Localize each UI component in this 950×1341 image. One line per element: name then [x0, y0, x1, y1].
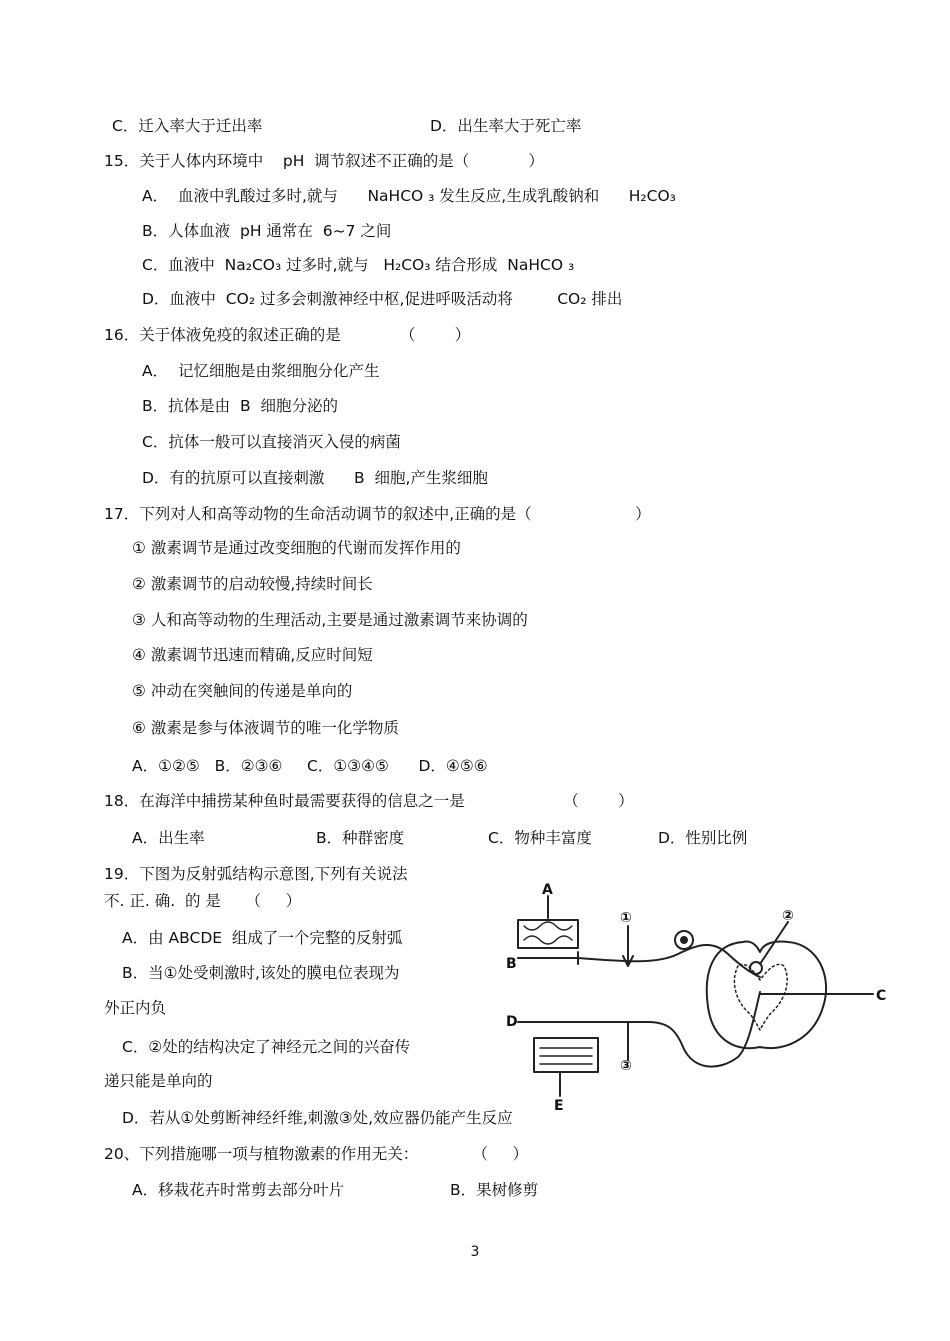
page-number: 3 [470, 1244, 480, 1260]
q17-stem: 17．下列对人和高等动物的生命活动调节的叙述中,正确的是（ ） [104, 505, 651, 523]
label-2-leader [760, 922, 788, 964]
q17-item-2: ② 激素调节的启动较慢,持续时间长 [132, 575, 373, 593]
q15-stem: 15．关于人体内环境中 pH 调节叙述不正确的是（ ） [104, 152, 544, 170]
receptor-texture [524, 922, 572, 944]
q15-option-c: C．血液中 Na₂CO₃ 过多时,就与 H₂CO₃ 结合形成 NaHCO ₃ [142, 256, 575, 274]
q19-option-a: A．由 ABCDE 组成了一个完整的反射弧 [122, 929, 403, 947]
gray-matter [734, 964, 787, 1030]
q20-option-b: B．果树修剪 [450, 1181, 539, 1199]
label-c: C [876, 988, 887, 1004]
q15-option-a: A． 血液中乳酸过多时,就与 NaHCO ₃ 发生反应,生成乳酸钠和 H₂CO₃ [142, 187, 676, 205]
q18-option-b: B．种群密度 [316, 829, 405, 847]
q18-option-d: D．性别比例 [658, 829, 748, 847]
label-3: ③ [620, 1058, 632, 1074]
label-2: ② [782, 908, 794, 924]
q19-stem-cont: 不. 正. 确. 的 是 （ ） [104, 892, 302, 910]
q19-option-b: B．当①处受刺激时,该处的膜电位表现为 [122, 964, 400, 982]
q20-stem: 20、下列措施哪一项与植物激素的作用无关： （ ） [104, 1145, 529, 1163]
q14-option-c: C．迁入率大于迁出率 [112, 117, 263, 135]
q20-option-a: A．移栽花卉时常剪去部分叶片 [132, 1181, 345, 1199]
label-1: ① [620, 910, 632, 926]
effector-texture [540, 1048, 592, 1064]
q15-option-b: B．人体血液 pH 通常在 6~7 之间 [142, 222, 392, 240]
q19-option-d: D．若从①处剪断神经纤维,刺激③处,效应器仍能产生反应 [122, 1109, 513, 1127]
effector-box [534, 1038, 598, 1072]
q17-item-3: ③ 人和高等动物的生理活动,主要是通过激素调节来协调的 [132, 611, 528, 629]
q16-option-d: D．有的抗原可以直接刺激 B 细胞,产生浆细胞 [142, 469, 488, 487]
q16-option-b: B．抗体是由 B 细胞分泌的 [142, 397, 338, 415]
q17-item-6: ⑥ 激素是参与体液调节的唯一化学物质 [132, 719, 399, 737]
label-b: B [506, 956, 517, 972]
q16-option-a: A． 记忆细胞是由浆细胞分化产生 [142, 362, 380, 380]
q19-stem: 19．下图为反射弧结构示意图,下列有关说法 [104, 865, 408, 883]
q17-item-1: ① 激素调节是通过改变细胞的代谢而发挥作用的 [132, 539, 461, 557]
q14-option-d: D．出生率大于死亡率 [430, 117, 582, 135]
label-d: D [506, 1014, 518, 1030]
q16-option-c: C．抗体一般可以直接消灭入侵的病菌 [142, 433, 401, 451]
q18-option-a: A．出生率 [132, 829, 205, 847]
afferent-nerve [518, 945, 760, 977]
label-a: A [542, 882, 553, 898]
reflex-arc-diagram [498, 882, 890, 1112]
q19-option-c-cont: 递只能是单向的 [104, 1072, 213, 1090]
q17-item-5: ⑤ 冲动在突触间的传递是单向的 [132, 682, 353, 700]
q17-item-4: ④ 激素调节迅速而精确,反应时间短 [132, 646, 373, 664]
q19-option-c: C．②处的结构决定了神经元之间的兴奋传 [122, 1038, 411, 1056]
label-e: E [554, 1098, 564, 1112]
q15-option-d: D．血液中 CO₂ 过多会刺激神经中枢,促进呼吸活动将 CO₂ 排出 [142, 290, 623, 308]
q19-option-b-cont: 外正内负 [104, 999, 167, 1017]
q17-options: A．①②⑤ B．②③⑥ C．①③④⑤ D．④⑤⑥ [132, 757, 488, 775]
q18-stem: 18．在海洋中捕捞某种鱼时最需要获得的信息之一是 （ ） [104, 792, 634, 810]
q18-option-c: C．物种丰富度 [488, 829, 592, 847]
q16-stem: 16．关于体液免疫的叙述正确的是 （ ） [104, 326, 471, 344]
